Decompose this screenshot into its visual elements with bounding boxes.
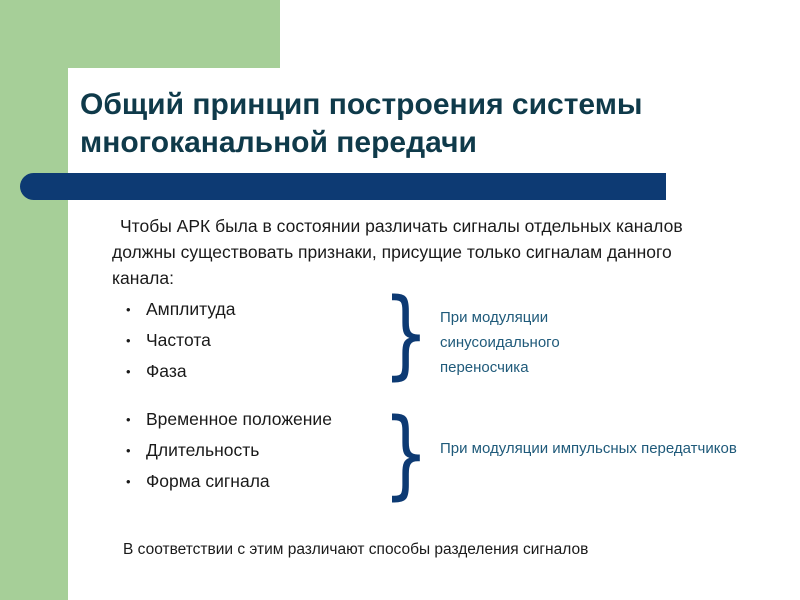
list-item-label: Частота [146,330,211,350]
intro-paragraph: Чтобы АРК была в состоянии различать сигналы отдельных каналов должны существовать признаки, присущие только сигналам данного канала: [112,216,683,288]
brace-icon: } [383,278,429,390]
bullet-icon: • [126,302,131,317]
title-underline-bar [20,173,666,200]
list-item-label: Длительность [146,440,260,460]
green-decor-left [0,0,68,600]
title-line-1: Общий принцип построения системы [80,88,643,121]
list-item [120,404,332,435]
note-sinusoidal-carrier: При модуляции синусоидального переносчика [440,309,560,376]
list-item-label: Форма сигнала [146,471,270,491]
bullet-icon: • [126,443,131,458]
bullet-icon: • [126,412,131,427]
brace-icon: } [383,398,429,510]
list-item [120,435,332,466]
conclusion-text: В соответствии с этим различают способы разделения сигналов [123,541,589,558]
bullet-icon: • [126,364,131,379]
list-item-label: Амплитуда [146,299,236,319]
list-item-label: Временное положение [146,409,332,429]
note-pulse-transmitters: При модуляции импульсных передатчиков [440,440,737,457]
list-item [120,356,236,387]
list-item [120,325,236,356]
bullet-icon: • [126,474,131,489]
slide-title [80,86,770,162]
list-item-label: Фаза [146,361,187,381]
green-decor-top [0,0,280,68]
list-item [120,466,332,497]
bullet-list-pulse [120,404,332,497]
list-item [120,294,236,325]
bullet-list-sinusoidal [120,294,236,387]
title-line-2: многоканальной передачи [80,126,477,159]
bullet-icon: • [126,333,131,348]
